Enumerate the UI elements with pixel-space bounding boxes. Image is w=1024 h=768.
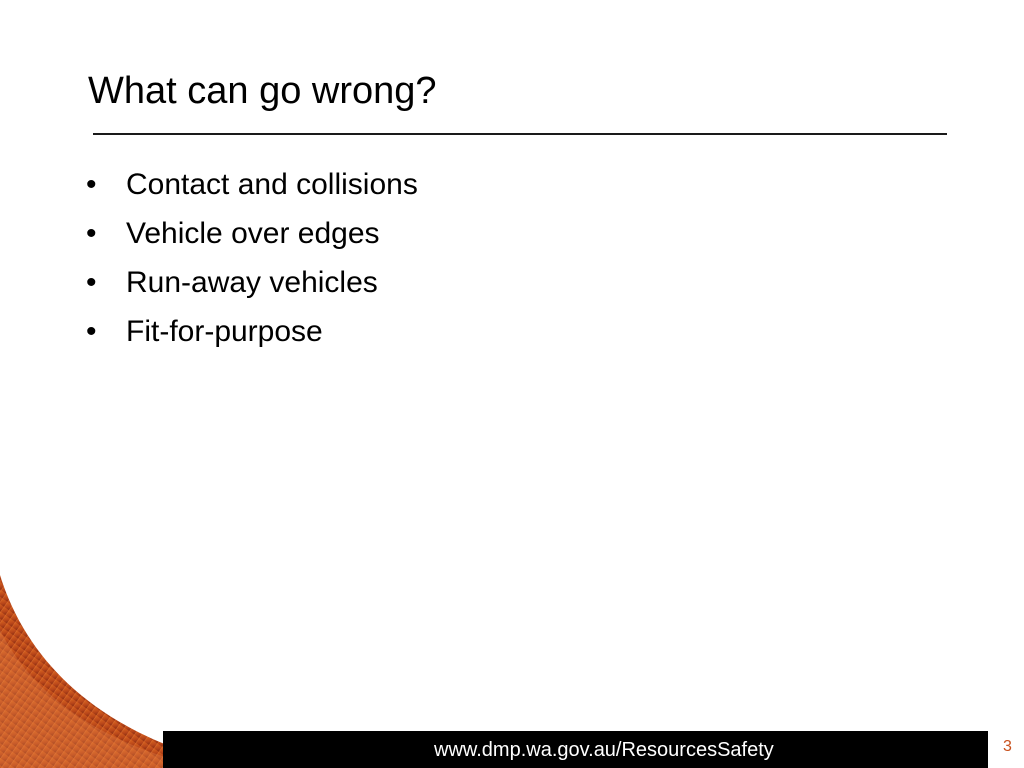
- bullet-marker: •: [86, 217, 97, 250]
- bullet-text: Vehicle over edges: [126, 217, 380, 250]
- bullet-text: Contact and collisions: [126, 168, 418, 201]
- title-divider: [93, 133, 947, 135]
- bullet-marker: •: [86, 266, 97, 299]
- bullet-marker: •: [86, 315, 97, 348]
- bullet-text: Run-away vehicles: [126, 266, 378, 299]
- footer-url: www.dmp.wa.gov.au/ResourcesSafety: [434, 739, 774, 761]
- page-number: 3: [1003, 738, 1012, 755]
- slide-title: What can go wrong?: [88, 70, 437, 112]
- bullet-marker: •: [86, 168, 97, 201]
- bullet-text: Fit-for-purpose: [126, 315, 323, 348]
